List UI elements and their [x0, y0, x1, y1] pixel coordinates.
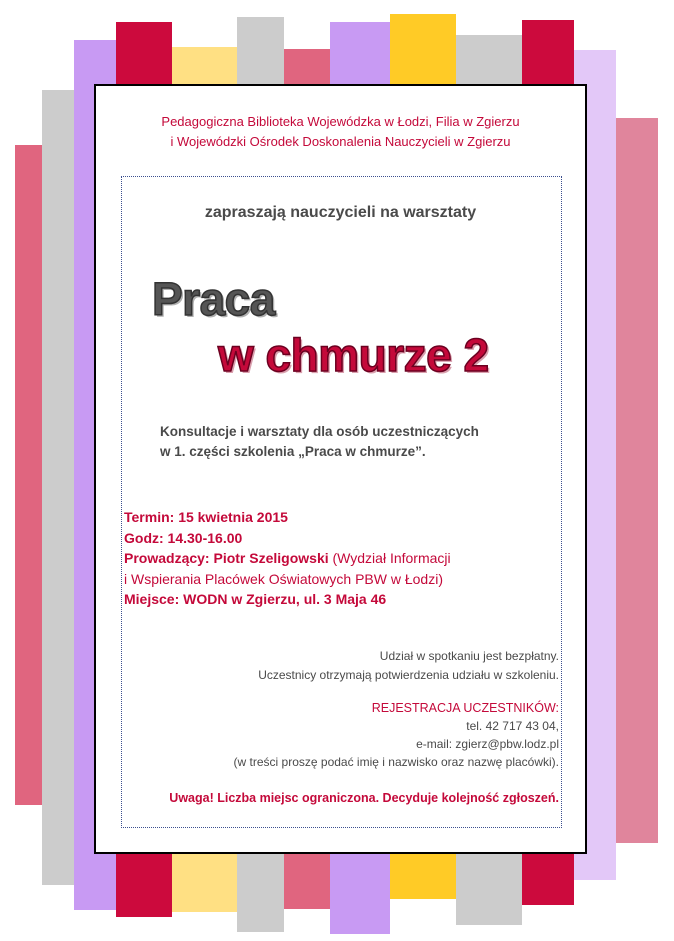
consultation-line-2: w 1. części szkolenia „Praca w chmurze”.: [160, 444, 426, 459]
registration-email: e-mail: zgierz@pbw.lodz.pl: [416, 737, 559, 751]
event-host-org: (Wydział Informacji: [328, 550, 451, 566]
limited-seats-warning: Uwaga! Liczba miejsc ograniczona. Decyduje kolejność zgłoszeń.: [169, 791, 559, 805]
title-line-2: w chmurze 2: [218, 329, 489, 381]
event-host: [124, 548, 564, 569]
free-note: Udział w spotkaniu jest bezpłatny.: [379, 649, 559, 663]
consultation-description: [160, 422, 560, 462]
event-host-org-continued: i Wspierania Placówek Oświatowych PBW w Łodzi): [124, 570, 443, 587]
organizer-line-1: Pedagogiczna Biblioteka Wojewódzka w Łodzi, Filia w Zgierzu: [161, 114, 520, 129]
invitation-text: zapraszają nauczycieli na warsztaty: [204, 204, 477, 221]
title-line-1: Praca: [152, 273, 275, 325]
registration-phone: tel. 42 717 43 04,: [466, 719, 559, 733]
registration-title: REJESTRACJA UCZESTNIKÓW:: [371, 701, 559, 715]
stripe-rose: [616, 118, 658, 843]
poster-card: [94, 84, 587, 854]
event-date: Termin: 15 kwietnia 2015: [124, 509, 288, 525]
registration-block: [139, 699, 559, 771]
event-time: Godz: 14.30-16.00: [124, 529, 243, 546]
stripe-gray: [42, 90, 74, 885]
participation-notes: [139, 647, 559, 685]
stripe-pink: [15, 145, 42, 805]
event-host-name: Prowadzący: Piotr Szeligowski: [124, 550, 329, 566]
event-details: [124, 507, 564, 610]
registration-instructions: (w treści proszę podać imię i nazwisko oraz nazwę placówki).: [233, 755, 559, 769]
consultation-line-1: Konsultacje i warsztaty dla osób uczestniczących: [160, 424, 479, 439]
organizer-header: [96, 112, 585, 152]
event-place: Miejsce: WODN w Zgierzu, ul. 3 Maja 46: [124, 591, 387, 607]
certificate-note: Uczestnicy otrzymają potwierdzenia udziału w szkoleniu.: [258, 668, 559, 682]
organizer-line-2: i Wojewódzki Ośrodek Doskonalenia Nauczycieli w Zgierzu: [170, 134, 511, 149]
